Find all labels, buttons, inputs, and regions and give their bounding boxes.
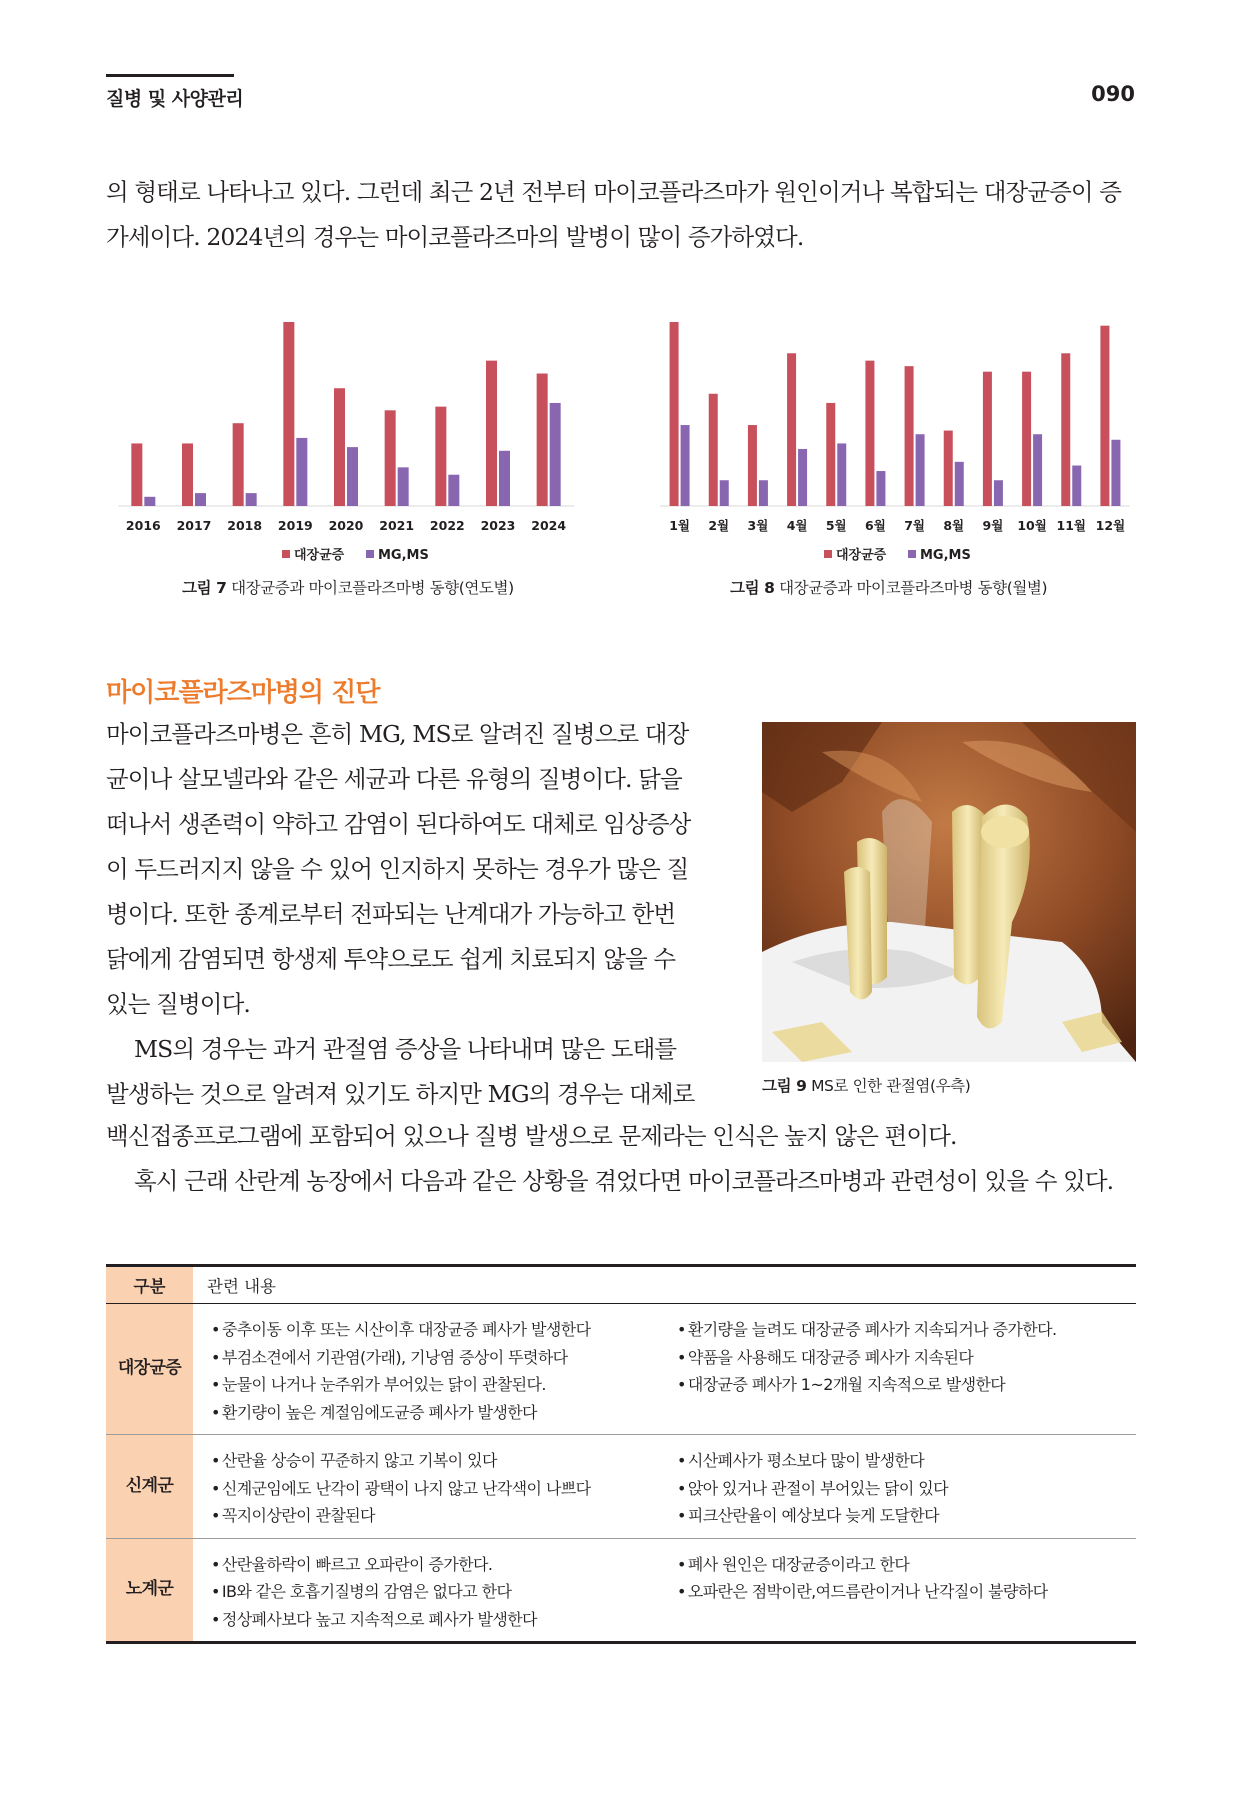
bullet-list [677, 1316, 1128, 1399]
row-category: 대장균증 [106, 1304, 193, 1435]
figure-9-caption [762, 1074, 970, 1096]
row-content-col1 [193, 1538, 659, 1643]
x-tick-label: 2월 [708, 518, 730, 533]
figure-8-caption [730, 576, 1047, 598]
bullet-item: • 약품을 사용해도 대장균증 폐사가 지속된다 [677, 1344, 1128, 1372]
header-rule [106, 74, 234, 77]
legend-swatch [282, 550, 290, 558]
intro-line: 가세이다. 2024년의 경우는 마이코플라즈마의 발병이 많이 증가하였다. [106, 223, 804, 251]
bullet-item: • 시산폐사가 평소보다 많이 발생한다 [677, 1447, 1128, 1475]
bar-colibacillosis [865, 361, 874, 506]
row-category: 신계군 [106, 1435, 193, 1539]
para1-line: 병이다. 또한 종계로부터 전파되는 난계대가 가능하고 한번 [106, 900, 676, 928]
x-tick-label: 2022 [429, 518, 465, 533]
bar-colibacillosis [983, 372, 992, 506]
bullet-item: • 앉아 있거나 관절이 부어있는 닭이 있다 [677, 1475, 1128, 1503]
wide-paragraphs [106, 1114, 1156, 1204]
para1-line: 떠나서 생존력이 약하고 감염이 된다하여도 대체로 임상증상 [106, 810, 691, 838]
bar-mgms [1072, 466, 1081, 506]
bar-colibacillosis [537, 374, 548, 506]
legend-label: 대장균증 [294, 548, 345, 563]
x-tick-label: 9월 [982, 518, 1004, 533]
x-tick-label: 2016 [125, 518, 161, 533]
section-label: 질병 및 사양관리 [106, 88, 244, 110]
bullet-item: • 대장균증 폐사가 1~2개월 지속적으로 발생한다 [677, 1371, 1128, 1399]
bar-colibacillosis [1022, 372, 1031, 506]
bar-mgms [955, 462, 964, 506]
section-heading: 마이코플라즈마병의 진단 [106, 678, 380, 708]
bar-mgms [144, 497, 155, 506]
bar-mgms [448, 475, 459, 506]
para2-line: 발생하는 것으로 알려져 있기도 하지만 MG의 경우는 대체로 [106, 1080, 695, 1108]
x-tick-label: 7월 [904, 518, 925, 533]
bullet-item: • IB와 같은 호흡기질병의 감염은 없다고 한다 [211, 1578, 651, 1606]
bar-mgms [916, 434, 925, 506]
para1-line: 있는 질병이다. [106, 990, 250, 1018]
figure-7-caption [182, 576, 514, 598]
x-tick-label: 2018 [227, 518, 263, 533]
para1-line: 이 두드러지지 않을 수 있어 인지하지 못하는 경우가 많은 질 [106, 855, 689, 883]
bar-colibacillosis [670, 322, 679, 506]
x-tick-label: 10월 [1017, 518, 1047, 533]
chicken-legs-illustration [762, 722, 1136, 1062]
bullet-item: • 정상폐사보다 높고 지속적으로 폐사가 발생한다 [211, 1606, 651, 1634]
x-tick-label: 12월 [1095, 518, 1126, 533]
bullet-list [211, 1316, 651, 1426]
x-tick-label: 2019 [277, 518, 313, 533]
chart-yearly [118, 296, 574, 606]
bar-mgms [550, 403, 561, 506]
bar-colibacillosis [283, 322, 294, 506]
bullet-item: • 부검소견에서 기관염(가래), 기낭염 증상이 뚜렷하다 [211, 1344, 651, 1372]
bar-colibacillosis [905, 366, 914, 506]
row-content-col1 [193, 1435, 659, 1539]
bar-colibacillosis [826, 403, 835, 506]
x-tick-label: 2024 [531, 518, 567, 533]
bar-mgms [994, 480, 1003, 506]
bar-mgms [347, 447, 358, 506]
figure-7-number: 그림 7 [182, 579, 227, 597]
chart-monthly [660, 296, 1130, 606]
chart-yearly-svg [118, 296, 574, 606]
x-tick-label: 11월 [1056, 518, 1086, 533]
bar-mgms [296, 438, 307, 506]
bullet-item: • 환기량을 늘려도 대장균증 폐사가 지속되거나 증가한다. [677, 1316, 1128, 1344]
bar-colibacillosis [1061, 353, 1070, 506]
bar-colibacillosis [787, 353, 796, 506]
bar-colibacillosis [1100, 326, 1109, 506]
figure-7-text: 대장균증과 마이코플라즈마병 동향(연도별) [231, 579, 514, 597]
legend-swatch [366, 550, 374, 558]
bar-mgms [720, 480, 729, 506]
symptom-table [106, 1264, 1136, 1644]
x-tick-label: 2023 [480, 518, 516, 533]
bar-colibacillosis [182, 443, 193, 506]
bar-colibacillosis [435, 407, 446, 506]
bar-mgms [876, 471, 885, 506]
x-tick-label: 8월 [943, 518, 965, 533]
bullet-item: • 폐사 원인은 대장균증이라고 한다 [677, 1551, 1128, 1579]
diagnosis-text [106, 712, 708, 1117]
intro-line: 의 형태로 나타나고 있다. 그런데 최근 2년 전부터 마이코플라즈마가 원인이거나 복합되는 대장균증이 증 [106, 178, 1122, 206]
bar-colibacillosis [748, 425, 757, 506]
bullet-item: • 꼭지이상란이 관찰된다 [211, 1502, 651, 1530]
bar-mgms [837, 443, 846, 506]
bullet-list [211, 1447, 651, 1530]
bar-mgms [195, 493, 206, 506]
bar-colibacillosis [233, 423, 244, 506]
intro-paragraph [106, 170, 1138, 260]
bar-mgms [1111, 440, 1120, 506]
legend-swatch [824, 550, 832, 558]
legend-label: MG,MS [378, 548, 429, 563]
legend-swatch [908, 550, 916, 558]
table-row [106, 1435, 1136, 1539]
bullet-item: • 중추이동 이후 또는 시산이후 대장균증 폐사가 발생한다 [211, 1316, 651, 1344]
bullet-item: • 산란율하락이 빠르고 오파란이 증가한다. [211, 1551, 651, 1579]
row-content-col2 [659, 1435, 1136, 1539]
para3: 혹시 근래 산란계 농장에서 다음과 같은 상황을 겪었다면 마이코플라즈마병과 관련성이 있을 수 있다. [134, 1167, 1114, 1195]
bullet-item: • 환기량이 높은 계절임에도균증 폐사가 발생한다 [211, 1399, 651, 1427]
legend-label: MG,MS [920, 548, 971, 563]
para1-line: 균이나 살모넬라와 같은 세균과 다른 유형의 질병이다. 닭을 [106, 765, 682, 793]
para2-line: MS의 경우는 과거 관절염 증상을 나타내며 많은 도태를 [134, 1035, 677, 1063]
table-header-row [106, 1266, 1136, 1304]
bullet-item: • 오파란은 점박이란,여드름란이거나 난각질이 불량하다 [677, 1578, 1128, 1606]
bullet-item: • 피크산란율이 예상보다 늦게 도달한다 [677, 1502, 1128, 1530]
bar-colibacillosis [709, 394, 718, 506]
row-category: 노계군 [106, 1538, 193, 1643]
bar-mgms [398, 467, 409, 506]
bar-mgms [246, 493, 257, 506]
para1-line: 마이코플라즈마병은 흔히 MG, MS로 알려진 질병으로 대장 [106, 720, 689, 748]
figure-9-number: 그림 9 [762, 1077, 807, 1095]
table-row [106, 1304, 1136, 1435]
bar-colibacillosis [131, 443, 142, 506]
bullet-item: • 눈물이 나거나 눈주위가 부어있는 닭이 관찰된다. [211, 1371, 651, 1399]
x-tick-label: 6월 [865, 518, 886, 533]
bullet-list [211, 1551, 651, 1634]
para1-line: 닭에게 감염되면 항생제 투약으로도 쉽게 치료되지 않을 수 [106, 945, 676, 973]
bar-mgms [1033, 434, 1042, 506]
arthritis-photo [762, 722, 1136, 1062]
bar-colibacillosis [334, 388, 345, 506]
figure-9-text: MS로 인한 관절염(우측) [811, 1077, 971, 1095]
legend-label: 대장균증 [836, 548, 887, 563]
bar-colibacillosis [486, 361, 497, 506]
bar-mgms [759, 480, 768, 506]
table-row [106, 1538, 1136, 1643]
bar-colibacillosis [385, 410, 396, 506]
figure-8-number: 그림 8 [730, 579, 775, 597]
row-content-col1 [193, 1304, 659, 1435]
x-tick-label: 2017 [176, 518, 212, 533]
bullet-list [677, 1447, 1128, 1530]
bullet-list [677, 1551, 1128, 1606]
bullet-item: • 산란율 상승이 꾸준하지 않고 기복이 있다 [211, 1447, 651, 1475]
bar-mgms [499, 451, 510, 506]
x-tick-label: 2021 [379, 518, 415, 533]
x-tick-label: 3월 [747, 518, 769, 533]
bar-mgms [681, 425, 690, 506]
page-number: 090 [1091, 82, 1135, 106]
row-content-col2 [659, 1538, 1136, 1643]
row-content-col2 [659, 1304, 1136, 1435]
chart-monthly-svg [660, 296, 1130, 606]
bullet-item: • 신계군임에도 난각이 광택이 나지 않고 난각색이 나쁘다 [211, 1475, 651, 1503]
bar-mgms [798, 449, 807, 506]
figure-8-text: 대장균증과 마이코플라즈마병 동향(월별) [779, 579, 1048, 597]
header-content: 관련 내용 [193, 1266, 1136, 1304]
x-tick-label: 5월 [825, 518, 847, 533]
x-tick-label: 1월 [669, 518, 690, 533]
x-tick-label: 2020 [328, 518, 364, 533]
para2-continuation: 백신접종프로그램에 포함되어 있으나 질병 발생으로 문제라는 인식은 높지 않은 편이다. [106, 1122, 957, 1150]
x-tick-label: 4월 [786, 518, 808, 533]
header-category: 구분 [106, 1266, 193, 1304]
bar-colibacillosis [944, 431, 953, 506]
